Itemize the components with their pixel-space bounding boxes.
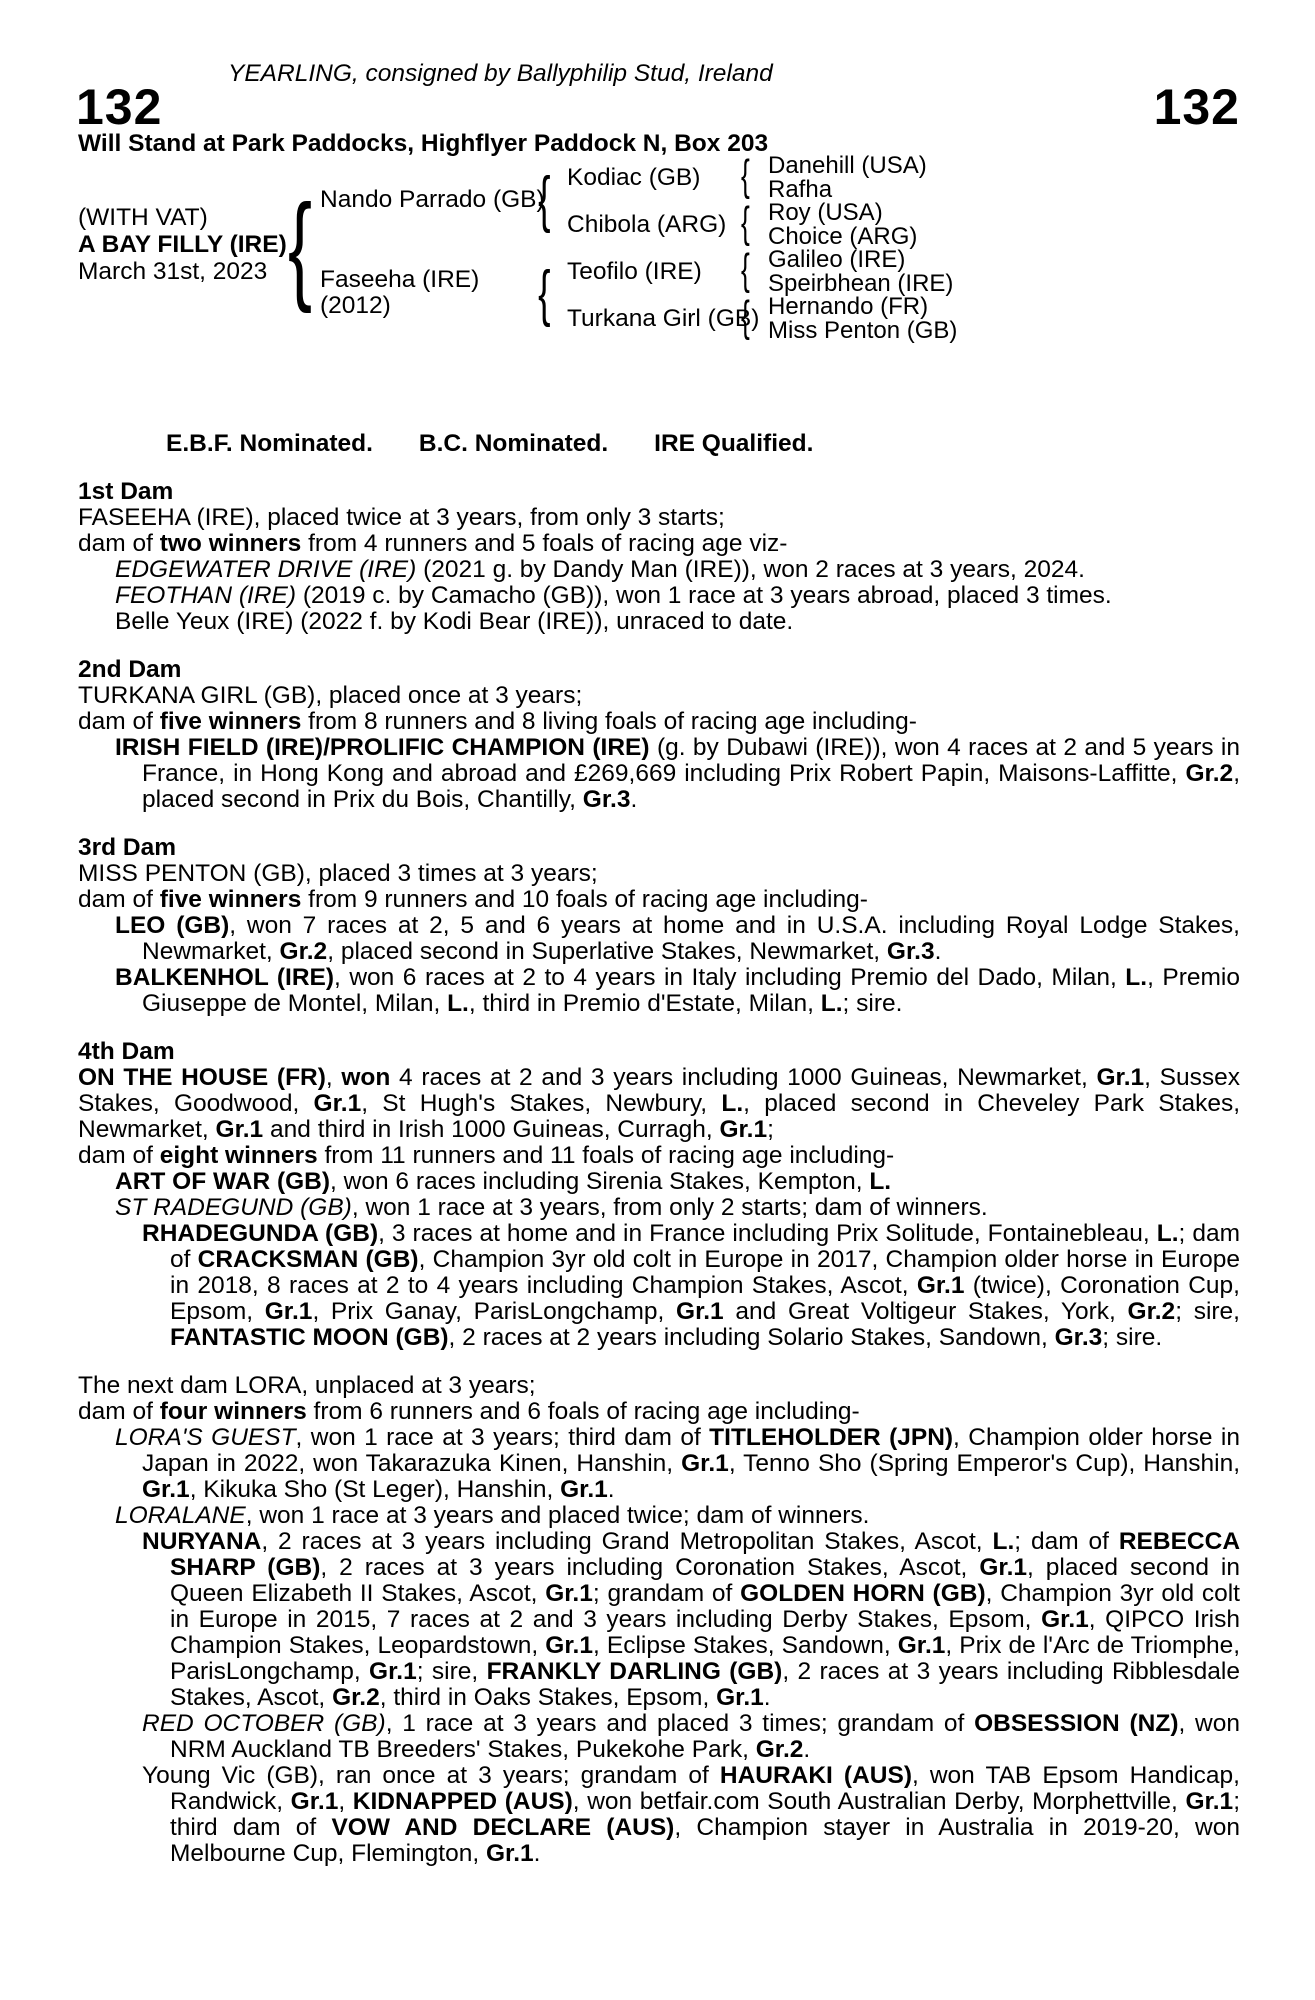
body-text: , Prix de l'Arc de Triomphe, ParisLongchamp, bbox=[170, 1632, 1241, 1685]
body-text: , Eclipse Stakes, Sandown, bbox=[592, 1632, 898, 1659]
dam-section bbox=[78, 835, 1240, 1017]
dam-section bbox=[78, 479, 1240, 635]
body-text: (g. by Dubawi (IRE)), won 4 races at 2 and 5 years in France, in Hong Kong and abroad and £269,669 including Prix Robert Papin, Maisons-Laffitte, bbox=[142, 734, 1241, 787]
body-text: , placed second in Cheveley Park Stakes, Newmarket, bbox=[78, 1090, 1240, 1143]
dam-section bbox=[78, 1373, 1240, 1867]
consignment-line: YEARLING, consigned by Ballyphilip Stud, Ireland bbox=[228, 60, 773, 87]
emphasised-text: Gr.1 bbox=[916, 1272, 965, 1299]
body-text: FASEEHA (IRE), placed twice at 3 years, from only 3 starts; bbox=[78, 504, 725, 531]
catalogue-paragraph bbox=[78, 1221, 1240, 1351]
emphasised-text: Gr.1 bbox=[369, 1658, 417, 1685]
body-text: ; dam of bbox=[1014, 1528, 1119, 1555]
emphasised-text: CRACKSMAN (GB) bbox=[197, 1246, 419, 1273]
body-text: (twice), Coronation Cup, Epsom, bbox=[170, 1272, 1240, 1325]
dam-heading: 2nd Dam bbox=[78, 656, 182, 683]
body-text: , won betfair.com South Australian Derby, Morphettville, bbox=[572, 1788, 1186, 1815]
great-grandparent-name: Roy (USA) bbox=[768, 199, 883, 226]
catalogue-paragraph bbox=[78, 887, 1240, 913]
emphasised-text: Gr.2 bbox=[332, 1684, 380, 1711]
emphasised-text: five winners bbox=[159, 886, 302, 913]
emphasised-text: Gr.1 bbox=[676, 1298, 724, 1325]
emphasised-text: Gr.1 bbox=[290, 1788, 339, 1815]
emphasised-text: Gr.1 bbox=[719, 1116, 768, 1143]
emphasised-text: Gr.1 bbox=[681, 1450, 729, 1477]
great-grandparent-name: Galileo (IRE) bbox=[768, 246, 906, 273]
body-text: , Champion 3yr old colt in Europe in 2017, Champion older horse in Europe in 2018, 8 races at 2 to 4 years including Champion Stakes, Ascot, bbox=[170, 1246, 1240, 1299]
emphasised-text: Gr.2 bbox=[1127, 1298, 1176, 1325]
body-text: dam of bbox=[78, 1142, 160, 1169]
grandparent-name: Teofilo (IRE) bbox=[567, 258, 702, 285]
emphasised-text: EDGEWATER DRIVE (IRE) bbox=[115, 556, 417, 583]
emphasised-text: LORA'S GUEST bbox=[115, 1424, 296, 1451]
dam-sections bbox=[78, 479, 1240, 1867]
catalogue-paragraph bbox=[78, 861, 1240, 887]
pedigree-chart bbox=[78, 152, 1240, 354]
body-text: , won 1 race at 3 years; third dam of bbox=[295, 1424, 710, 1451]
body-text: . bbox=[533, 1840, 541, 1867]
body-text: . bbox=[607, 1476, 615, 1503]
body-text: from 6 runners and 6 foals of racing age including- bbox=[306, 1398, 860, 1425]
emphasised-text: eight winners bbox=[159, 1142, 318, 1169]
body-text: ; bbox=[767, 1116, 774, 1143]
catalogue-paragraph bbox=[78, 583, 1240, 609]
emphasised-text: L. bbox=[820, 990, 843, 1017]
body-text: from 8 runners and 8 living foals of racing age including- bbox=[301, 708, 917, 735]
body-text: , won NRM Auckland TB Breeders' Stakes, Pukekohe Park, bbox=[170, 1710, 1240, 1763]
body-text: TURKANA GIRL (GB), placed once at 3 years; bbox=[78, 682, 583, 709]
emphasised-text: L. bbox=[447, 990, 469, 1017]
emphasised-text: Gr.1 bbox=[1096, 1064, 1145, 1091]
great-grandparent-name: Miss Penton (GB) bbox=[768, 317, 958, 344]
catalogue-paragraph bbox=[78, 609, 1240, 635]
emphasised-text: Gr.1 bbox=[545, 1580, 593, 1607]
body-text: , won 6 races including Sirenia Stakes, Kempton, bbox=[330, 1168, 870, 1195]
body-text: ; sire, bbox=[416, 1658, 487, 1685]
foal-date: March 31st, 2023 bbox=[78, 258, 268, 285]
body-text: , 2 races at 3 years including Ribblesdale Stakes, Ascot, bbox=[170, 1658, 1240, 1711]
body-text: , bbox=[338, 1788, 353, 1815]
catalogue-paragraph bbox=[78, 1503, 1240, 1529]
body-text: dam of bbox=[78, 530, 160, 557]
body-text: , placed second in Queen Elizabeth II Stakes, Ascot, bbox=[170, 1554, 1240, 1607]
emphasised-text: Gr.1 bbox=[1185, 1788, 1234, 1815]
body-text: . bbox=[630, 786, 638, 813]
emphasised-text: ST RADEGUND (GB) bbox=[115, 1194, 352, 1221]
emphasised-text: Gr.3 bbox=[1054, 1324, 1103, 1351]
body-text: , 2 races at 2 years including Solario Stakes, Sandown, bbox=[448, 1324, 1055, 1351]
emphasised-text: LEO (GB) bbox=[115, 912, 230, 939]
dam-heading: 1st Dam bbox=[78, 478, 174, 505]
emphasised-text: TITLEHOLDER (JPN) bbox=[709, 1424, 954, 1451]
dam-heading: 3rd Dam bbox=[78, 834, 177, 861]
emphasised-text: RED OCTOBER (GB) bbox=[142, 1710, 386, 1737]
emphasised-text: REBECCA SHARP (GB) bbox=[170, 1528, 1241, 1581]
emphasised-text: Gr.1 bbox=[560, 1476, 608, 1503]
body-text: , Champion stayer in Australia in 2019-20, won Melbourne Cup, Flemington, bbox=[170, 1814, 1240, 1867]
emphasised-text: HAURAKI (AUS) bbox=[719, 1762, 912, 1789]
catalogue-paragraph bbox=[78, 1373, 1240, 1399]
emphasised-text: Gr.1 bbox=[264, 1298, 313, 1325]
body-text: , 1 race at 3 years and placed 3 times; grandam of bbox=[385, 1710, 975, 1737]
catalogue-paragraph bbox=[78, 1529, 1240, 1711]
catalogue-paragraph bbox=[78, 1143, 1240, 1169]
catalogue-paragraph bbox=[78, 965, 1240, 1017]
body-text: , won 6 races at 2 to 4 years in Italy including Premio del Dado, Milan, bbox=[334, 964, 1126, 991]
body-text: 4 races at 2 and 3 years including 1000 Guineas, Newmarket, bbox=[390, 1064, 1097, 1091]
emphasised-text: L. bbox=[869, 1168, 892, 1195]
catalogue-paragraph bbox=[78, 1399, 1240, 1425]
stand-location-line: Will Stand at Park Paddocks, Highflyer Paddock N, Box 203 bbox=[78, 130, 769, 157]
lot-horse-name: A BAY FILLY (IRE) bbox=[78, 231, 287, 258]
sire-name: Nando Parrado (GB) bbox=[320, 186, 545, 213]
catalogue-paragraph bbox=[78, 913, 1240, 965]
body-text: (2021 g. by Dandy Man (IRE)), won 2 races at 3 years, 2024. bbox=[416, 556, 1085, 583]
body-text: Belle Yeux (IRE) (2022 f. by Kodi Bear (IRE)), unraced to date. bbox=[115, 608, 794, 635]
catalogue-paragraph bbox=[78, 709, 1240, 735]
emphasised-text: L. bbox=[721, 1090, 744, 1117]
body-text: dam of bbox=[78, 708, 160, 735]
emphasised-text: Gr.1 bbox=[979, 1554, 1028, 1581]
emphasised-text: Gr.1 bbox=[897, 1632, 946, 1659]
body-text: , 2 races at 3 years including Coronation Stakes, Ascot, bbox=[320, 1554, 980, 1581]
emphasised-text: won bbox=[341, 1064, 391, 1091]
great-grandparent-name: Speirbhean (IRE) bbox=[768, 270, 954, 297]
body-text: . bbox=[803, 1736, 811, 1763]
body-text: ; grandam of bbox=[592, 1580, 741, 1607]
emphasised-text: L. bbox=[992, 1528, 1015, 1555]
emphasised-text: four winners bbox=[159, 1398, 307, 1425]
grandparent-name: Kodiac (GB) bbox=[567, 164, 701, 191]
body-text: , Sussex Stakes, Goodwood, bbox=[78, 1064, 1240, 1117]
body-text: and Great Voltigeur Stakes, York, bbox=[723, 1298, 1128, 1325]
emphasised-text: Gr.2 bbox=[1185, 760, 1234, 787]
emphasised-text: Gr.1 bbox=[142, 1476, 190, 1503]
catalogue-paragraph bbox=[78, 683, 1240, 709]
emphasised-text: Gr.3 bbox=[886, 938, 935, 965]
body-text: dam of bbox=[78, 886, 160, 913]
body-text: . bbox=[934, 938, 942, 965]
catalogue-paragraph bbox=[78, 1169, 1240, 1195]
body-text: , Tenno Sho (Spring Emperor's Cup), Hanshin, bbox=[728, 1450, 1241, 1477]
body-text: , 3 races at home and in France including Prix Solitude, Fontainebleau, bbox=[378, 1220, 1157, 1247]
ire-qualified: IRE Qualified. bbox=[654, 430, 814, 457]
emphasised-text: OBSESSION (NZ) bbox=[974, 1710, 1179, 1737]
bc-nomination: B.C. Nominated. bbox=[418, 430, 609, 457]
emphasised-text: ON THE HOUSE (FR) bbox=[78, 1064, 326, 1091]
body-text: , placed second in Superlative Stakes, Newmarket, bbox=[327, 938, 887, 965]
catalogue-paragraph bbox=[78, 735, 1240, 813]
body-text: ; sire, bbox=[1175, 1298, 1240, 1325]
catalogue-paragraph bbox=[78, 1195, 1240, 1221]
body-text: , Champion older horse in Japan in 2022, won Takarazuka Kinen, Hanshin, bbox=[142, 1424, 1240, 1477]
body-text: from 11 runners and 11 foals of racing age including- bbox=[317, 1142, 895, 1169]
emphasised-text: Gr.2 bbox=[279, 938, 328, 965]
catalogue-paragraph bbox=[78, 1763, 1240, 1867]
emphasised-text: KIDNAPPED (AUS) bbox=[352, 1788, 573, 1815]
body-text: , Champion 3yr old colt in Europe in 2015, 7 races at 2 and 3 years including Derby Stakes, Epsom, bbox=[170, 1580, 1240, 1633]
body-text: , 2 races at 3 years including Grand Metropolitan Stakes, Ascot, bbox=[261, 1528, 993, 1555]
body-text: and third in Irish 1000 Guineas, Curragh, bbox=[263, 1116, 720, 1143]
ebf-nomination: E.B.F. Nominated. bbox=[166, 430, 373, 457]
dam-name: Faseeha (IRE) bbox=[320, 266, 480, 293]
body-text: from 9 runners and 10 foals of racing age including- bbox=[301, 886, 868, 913]
great-grandparent-name: Choice (ARG) bbox=[768, 223, 918, 250]
body-text: , third in Oaks Stakes, Epsom, bbox=[379, 1684, 717, 1711]
emphasised-text: Gr.1 bbox=[716, 1684, 764, 1711]
body-text: ; dam of bbox=[170, 1220, 1240, 1273]
great-grandparent-name: Rafha bbox=[768, 176, 833, 203]
dam-year: (2012) bbox=[320, 292, 391, 319]
body-text: ; third dam of bbox=[170, 1788, 1240, 1841]
emphasised-text: FANTASTIC MOON (GB) bbox=[170, 1324, 449, 1351]
lot-number-left: 132 bbox=[76, 79, 163, 135]
dam-section bbox=[78, 1039, 1240, 1351]
catalogue-paragraph bbox=[78, 1425, 1240, 1503]
dam-block bbox=[320, 267, 479, 319]
lot-horse-block bbox=[78, 204, 287, 285]
emphasised-text: Gr.1 bbox=[313, 1090, 362, 1117]
body-text: , St Hugh's Stakes, Newbury, bbox=[361, 1090, 722, 1117]
body-text: The next dam LORA, unplaced at 3 years; bbox=[78, 1372, 536, 1399]
body-text: MISS PENTON (GB), placed 3 times at 3 years; bbox=[78, 860, 598, 887]
emphasised-text: GOLDEN HORN (GB) bbox=[740, 1580, 986, 1607]
body-text: Young Vic (GB), ran once at 3 years; grandam of bbox=[142, 1762, 720, 1789]
catalogue-paragraph bbox=[78, 557, 1240, 583]
body-text: from 4 runners and 5 foals of racing age viz- bbox=[301, 530, 788, 557]
catalogue-paragraph bbox=[78, 1711, 1240, 1763]
lot-number-right: 132 bbox=[1153, 79, 1240, 135]
great-grandparent-name: Hernando (FR) bbox=[768, 293, 929, 320]
emphasised-text: ART OF WAR (GB) bbox=[115, 1168, 331, 1195]
emphasised-text: VOW AND DECLARE (AUS) bbox=[331, 1814, 675, 1841]
emphasised-text: Gr.1 bbox=[215, 1116, 264, 1143]
dam-section bbox=[78, 657, 1240, 813]
body-text: , third in Premio d'Estate, Milan, bbox=[468, 990, 821, 1017]
emphasised-text: FEOTHAN (IRE) bbox=[115, 582, 297, 609]
dam-heading: 4th Dam bbox=[78, 1038, 175, 1065]
emphasised-text: Gr.1 bbox=[545, 1632, 593, 1659]
body-text: , won 7 races at 2, 5 and 6 years at home and in U.S.A. including Royal Lodge Stakes, Newmarket, bbox=[142, 912, 1240, 965]
emphasised-text: FRANKLY DARLING (GB) bbox=[486, 1658, 783, 1685]
body-text: dam of bbox=[78, 1398, 160, 1425]
body-text: , won 1 race at 3 years, from only 2 starts; dam of winners. bbox=[351, 1194, 988, 1221]
grandparent-name: Chibola (ARG) bbox=[567, 211, 727, 238]
emphasised-text: Gr.3 bbox=[582, 786, 631, 813]
body-text: , bbox=[325, 1064, 342, 1091]
nominations-line bbox=[78, 430, 1240, 458]
body-text: ; sire. bbox=[1102, 1324, 1163, 1351]
catalogue-paragraph bbox=[78, 1065, 1240, 1143]
grandparent-name: Turkana Girl (GB) bbox=[567, 305, 760, 332]
body-text: , QIPCO Irish Champion Stakes, Leopardstown, bbox=[170, 1606, 1241, 1659]
body-text: , placed second in Prix du Bois, Chantilly, bbox=[142, 760, 1240, 813]
body-text: , Kikuka Sho (St Leger), Hanshin, bbox=[189, 1476, 561, 1503]
emphasised-text: BALKENHOL (IRE) bbox=[115, 964, 335, 991]
body-text: , Prix Ganay, ParisLongchamp, bbox=[312, 1298, 677, 1325]
body-text: (2019 c. by Camacho (GB)), won 1 race at 3 years abroad, placed 3 times. bbox=[296, 582, 1112, 609]
emphasised-text: L. bbox=[1125, 964, 1148, 991]
vat-note: (WITH VAT) bbox=[78, 204, 208, 231]
body-text: , won 1 race at 3 years and placed twice; dam of winners. bbox=[245, 1502, 870, 1529]
emphasised-text: Gr.2 bbox=[755, 1736, 804, 1763]
emphasised-text: two winners bbox=[159, 530, 302, 557]
emphasised-text: Gr.1 bbox=[1041, 1606, 1089, 1633]
emphasised-text: Gr.1 bbox=[485, 1840, 534, 1867]
emphasised-text: NURYANA bbox=[142, 1528, 262, 1555]
emphasised-text: five winners bbox=[159, 708, 302, 735]
emphasised-text: IRISH FIELD (IRE)/PROLIFIC CHAMPION (IRE) bbox=[115, 734, 650, 761]
catalogue-paragraph bbox=[78, 531, 1240, 557]
emphasised-text: RHADEGUNDA (GB) bbox=[142, 1220, 379, 1247]
body-text: , won TAB Epsom Handicap, Randwick, bbox=[170, 1762, 1240, 1815]
emphasised-text: L. bbox=[1156, 1220, 1179, 1247]
body-text: ; sire. bbox=[842, 990, 903, 1017]
emphasised-text: LORALANE bbox=[115, 1502, 246, 1529]
catalogue-paragraph bbox=[78, 505, 1240, 531]
body-text: , Premio Giuseppe de Montel, Milan, bbox=[142, 964, 1241, 1017]
body-text: . bbox=[763, 1684, 771, 1711]
great-grandparent-name: Danehill (USA) bbox=[768, 152, 927, 179]
